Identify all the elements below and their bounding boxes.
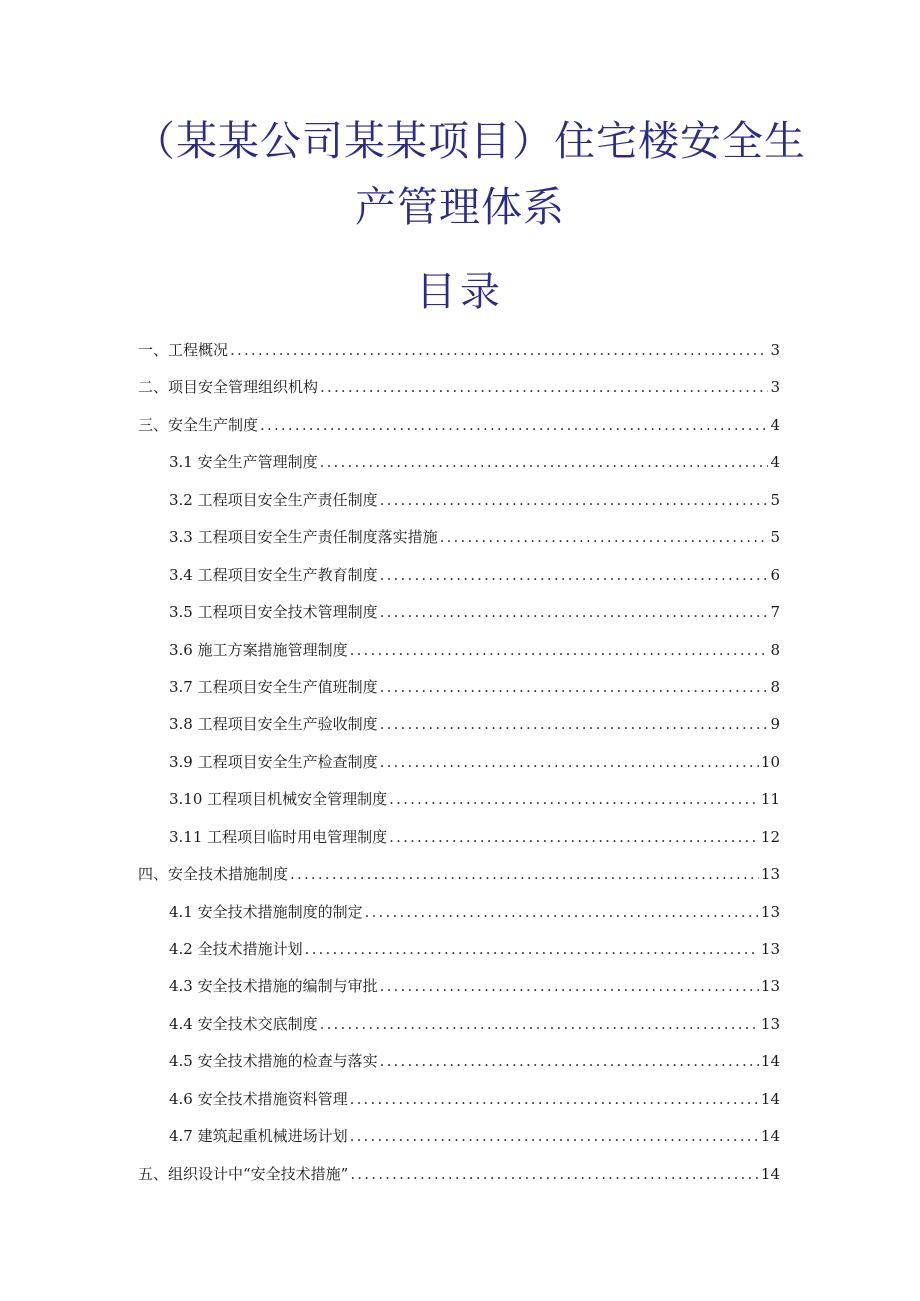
- toc-entry-label: 三、安全生产制度: [138, 415, 259, 434]
- toc-entry-page-number: 4: [770, 415, 780, 434]
- toc-entry[interactable]: [138, 1043, 780, 1080]
- toc-dot-leader: [305, 931, 759, 968]
- toc-dot-leader: [380, 744, 759, 781]
- toc-dot-leader: [320, 369, 768, 406]
- toc-dot-leader: [365, 894, 759, 931]
- toc-entry-page-number: 6: [770, 565, 780, 584]
- toc-dot-leader: [389, 819, 759, 856]
- toc-entry[interactable]: [138, 856, 780, 893]
- toc-dot-leader: [380, 594, 769, 631]
- toc-entry-label: 4.1 安全技术措施制度的制定: [169, 902, 363, 921]
- toc-entry-label: 3.1 安全生产管理制度: [169, 453, 318, 472]
- toc-entry[interactable]: [138, 819, 780, 856]
- toc-dot-leader: [350, 632, 769, 669]
- toc-entry-page-number: 7: [770, 603, 780, 622]
- toc-dot-leader: [380, 557, 769, 594]
- toc-entry-page-number: 14: [760, 1089, 780, 1108]
- toc-entry[interactable]: [138, 594, 780, 631]
- toc-entry-label: 3.7 工程项目安全生产值班制度: [169, 677, 378, 696]
- toc-dot-leader: [350, 1081, 759, 1118]
- toc-entry[interactable]: [138, 519, 780, 556]
- toc-dot-leader: [380, 968, 759, 1005]
- toc-entry-page-number: 3: [770, 378, 780, 397]
- toc-entry-page-number: 5: [770, 490, 780, 509]
- toc-entry[interactable]: [138, 369, 780, 406]
- toc-entry[interactable]: [138, 1156, 780, 1193]
- toc-entry-label: 3.5 工程项目安全技术管理制度: [169, 603, 378, 622]
- toc-entry[interactable]: [138, 1006, 780, 1043]
- toc-entry-page-number: 5: [770, 528, 780, 547]
- toc-entry-page-number: 14: [760, 1052, 780, 1071]
- toc-entry-label: 3.3 工程项目安全生产责任制度落实措施: [169, 528, 438, 547]
- toc-entry-page-number: 13: [760, 1014, 780, 1033]
- toc-entry-label: 3.2 工程项目安全生产责任制度: [169, 490, 378, 509]
- table-of-contents: [138, 332, 780, 1193]
- toc-entry-page-number: 3: [770, 341, 780, 359]
- toc-entry[interactable]: [138, 1081, 780, 1118]
- document-title: [0, 108, 920, 240]
- toc-entry-label: 3.11 工程项目临时用电管理制度: [169, 827, 388, 846]
- toc-dot-leader: [350, 1118, 759, 1155]
- toc-entry-page-number: 9: [770, 715, 780, 734]
- toc-entry[interactable]: [138, 1118, 780, 1155]
- toc-entry[interactable]: [138, 968, 780, 1005]
- toc-entry-label: 4.4 安全技术交底制度: [169, 1014, 318, 1033]
- toc-entry-page-number: 8: [770, 677, 780, 696]
- toc-dot-leader: [260, 407, 768, 444]
- toc-dot-leader: [350, 1156, 759, 1193]
- toc-entry-label: 4.6 安全技术措施资料管理: [169, 1089, 348, 1108]
- toc-entry[interactable]: [138, 444, 780, 481]
- toc-dot-leader: [380, 706, 769, 743]
- toc-entry-page-number: 10: [760, 752, 780, 771]
- toc-entry-page-number: 14: [760, 1127, 780, 1146]
- toc-entry-label: 4.3 安全技术措施的编制与审批: [169, 977, 378, 996]
- toc-dot-leader: [290, 856, 759, 893]
- toc-entry-label: 四、安全技术措施制度: [138, 865, 289, 884]
- toc-dot-leader: [380, 669, 769, 706]
- toc-entry-page-number: 12: [760, 827, 780, 846]
- toc-entry-page-number: 13: [760, 902, 780, 921]
- toc-entry[interactable]: [138, 669, 780, 706]
- toc-entry-page-number: 13: [760, 865, 780, 884]
- toc-entry[interactable]: [138, 632, 780, 669]
- toc-entry-label: 3.4 工程项目安全生产教育制度: [169, 565, 378, 584]
- toc-entry[interactable]: [138, 744, 780, 781]
- toc-heading: 目录: [416, 269, 504, 315]
- toc-entry-label: 4.7 建筑起重机械进场计划: [169, 1127, 348, 1146]
- toc-entry-page-number: 4: [770, 453, 780, 472]
- toc-entry-label: 五、组织设计中“安全技术措施”: [138, 1164, 349, 1183]
- toc-entry[interactable]: [138, 482, 780, 519]
- toc-dot-leader: [320, 1006, 759, 1043]
- toc-dot-leader: [389, 781, 759, 818]
- toc-entry-label: 3.9 工程项目安全生产检查制度: [169, 752, 378, 771]
- toc-entry-label: 3.10 工程项目机械安全管理制度: [169, 790, 388, 809]
- toc-entry-page-number: 11: [760, 790, 780, 809]
- toc-dot-leader: [440, 519, 769, 556]
- toc-entry[interactable]: [138, 557, 780, 594]
- toc-dot-leader: [380, 1043, 759, 1080]
- toc-entry-label: 4.2 全技术措施计划: [169, 940, 303, 958]
- toc-entry-label: 3.8 工程项目安全生产验收制度: [169, 715, 378, 734]
- toc-entry[interactable]: [138, 332, 780, 369]
- toc-entry[interactable]: [138, 407, 780, 444]
- toc-dot-leader: [320, 444, 769, 481]
- toc-entry-label: 3.6 施工方案措施管理制度: [169, 640, 348, 659]
- title-line-2: 产管理体系: [355, 183, 565, 231]
- toc-entry-label: 二、项目安全管理组织机构: [138, 378, 319, 397]
- toc-entry[interactable]: [138, 781, 780, 818]
- toc-entry-page-number: 8: [770, 640, 780, 659]
- toc-entry-label: 一、工程概况: [138, 341, 229, 359]
- toc-entry-label: 4.5 安全技术措施的检查与落实: [169, 1052, 378, 1071]
- toc-dot-leader: [230, 332, 768, 369]
- toc-entry[interactable]: [138, 931, 780, 968]
- toc-dot-leader: [380, 482, 769, 519]
- toc-entry-page-number: 13: [760, 977, 780, 996]
- title-line-1: （某某公司某某项目）住宅楼安全生: [134, 117, 806, 165]
- toc-entry-page-number: 13: [760, 940, 780, 958]
- toc-entry[interactable]: [138, 894, 780, 931]
- toc-entry[interactable]: [138, 706, 780, 743]
- toc-entry-page-number: 14: [760, 1164, 780, 1183]
